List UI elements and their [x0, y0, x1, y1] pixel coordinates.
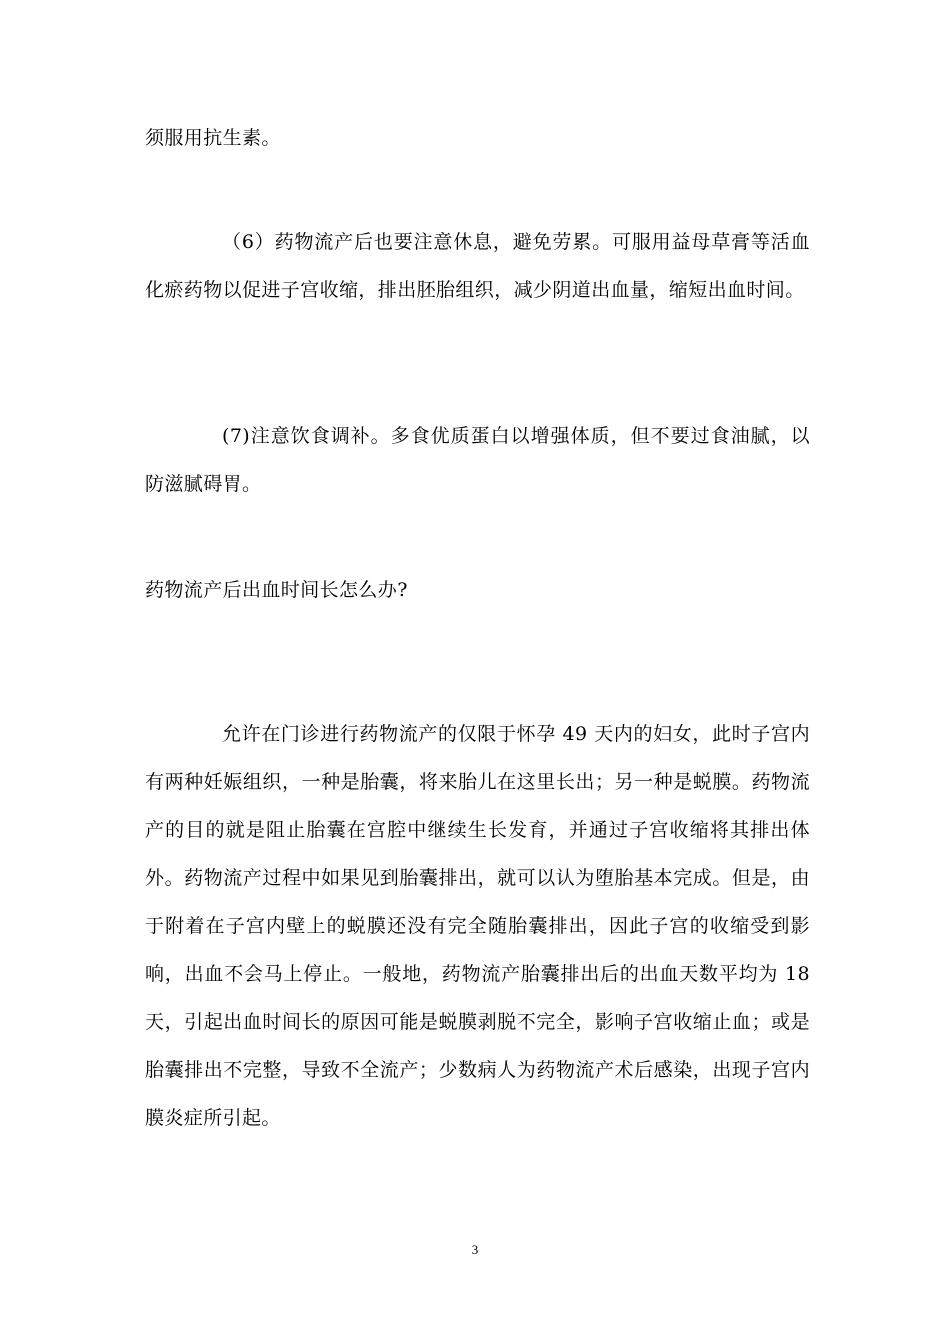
paragraph-bleeding-explanation: 允许在门诊进行药物流产的仅限于怀孕 49 天内的妇女，此时子宫内有两种妊娠组织，一种是胎囊，将来胎儿在这里长出；另一种是蜕膜。药物流产的目的就是阻止胎囊在宫腔中继续生长发育，并通过子宫收缩将其排出体外。药物流产过程中如果见到胎囊排出，就可以认为堕胎基本完成。但是，由于附着在子宫内壁上的蜕膜还没有完全随胎囊排出，因此子宫的收缩受到影响，出血不会马上停止。一般地，药物流产胎囊排出后的出血天数平均为 18 天，引起出血时间长的原因可能是蜕膜剥脱不完全，影响子宫收缩止血；或是胎囊排出不完整，导致不全流产；少数病人为药物流产术后感染，出现子宫内膜炎症所引起。 — [145, 723, 810, 1129]
page-number: 3 — [471, 1242, 479, 1257]
paragraph-antibiotics: 须服用抗生素。 — [145, 127, 281, 149]
section-heading: 药物流产后出血时间长怎么办? — [145, 579, 408, 601]
paragraph-diet: (7)注意饮食调补。多食优质蛋白以增强体质，但不要过食油腻，以防滋腻碍胃。 — [145, 425, 810, 495]
paragraph-rest-after-abortion: （6）药物流产后也要注意休息，避免劳累。可服用益母草膏等活血化瘀药物以促进子宫收缩，排出胚胎组织，减少阴道出血量，缩短出血时间。 — [145, 231, 810, 301]
